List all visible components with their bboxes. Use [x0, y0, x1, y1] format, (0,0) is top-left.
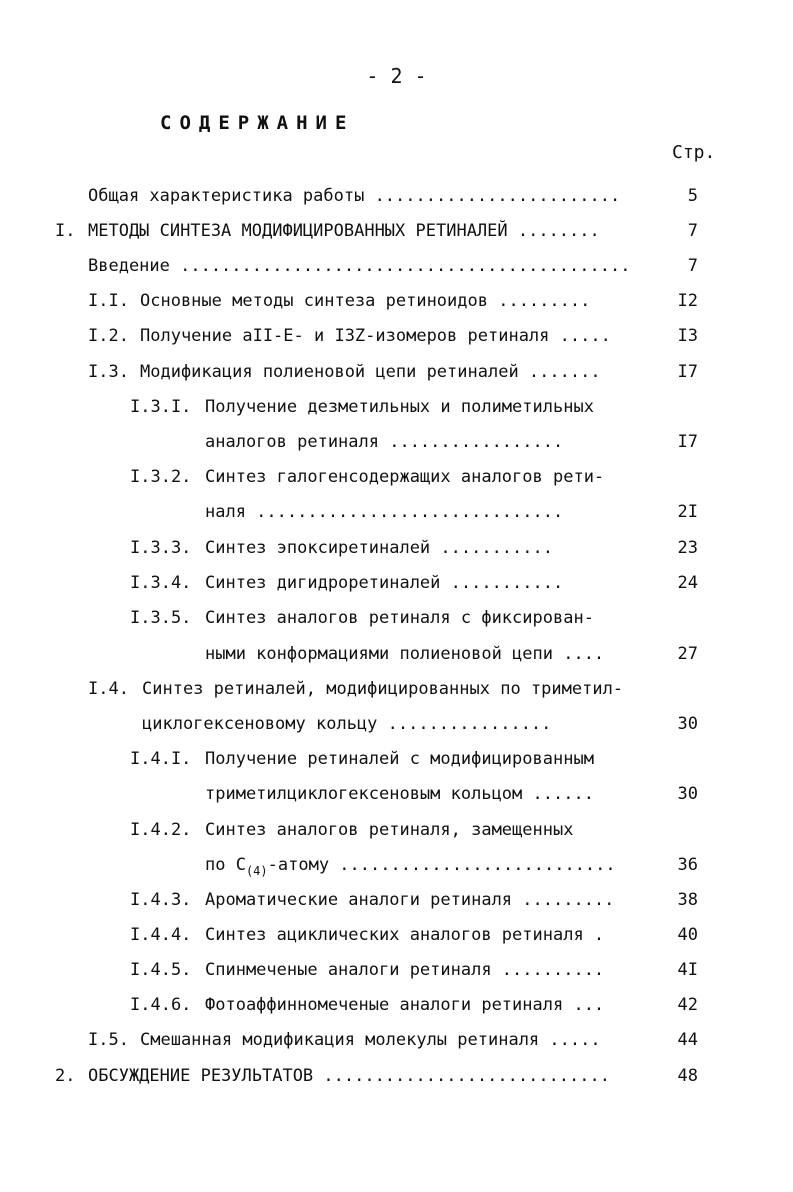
toc-entry-number: I.4.3.: [130, 890, 192, 910]
toc-entry-title: [205, 855, 616, 878]
toc-entry-page: 36: [677, 855, 698, 875]
toc-entry: [0, 221, 793, 251]
toc-entry: [0, 1066, 793, 1096]
toc-entry-title: Синтез аналогов ретиналя с фиксирован-: [205, 608, 594, 628]
subscript-atom-index: (4): [245, 864, 268, 878]
toc-entry-number: I.3.2.: [130, 467, 192, 487]
toc-entry: [0, 890, 793, 920]
toc-entry-number: I.3.: [88, 362, 129, 382]
toc-entry-number: I.2.: [88, 326, 129, 346]
toc-entry-page: 2I: [677, 502, 698, 522]
toc-entry-title: ОБСУЖДЕНИЕ РЕЗУЛЬТАТОВ ............................: [88, 1066, 610, 1086]
toc-entry-number: I.4.5.: [130, 960, 192, 980]
toc-entry-number: I.I.: [88, 291, 129, 311]
toc-entry-title: Синтез ациклических аналогов ретиналя .: [205, 925, 605, 945]
toc-entry-page: 42: [677, 995, 698, 1015]
toc-entry-number: I.3.3.: [130, 538, 192, 558]
toc-entry-number: I.3.I.: [130, 397, 192, 417]
toc-entry-title: МЕТОДЫ СИНТЕЗА МОДИФИЦИРОВАННЫХ РЕТИНАЛЕЙ ........: [88, 221, 600, 241]
page-column-label: Стр.: [672, 142, 716, 163]
toc-entry: [0, 960, 793, 990]
toc-entry-title: Спинмеченые аналоги ретиналя ..........: [205, 960, 605, 980]
toc-entry-title: триметилциклогексеновым кольцом ......: [205, 784, 594, 804]
toc-entry: [0, 714, 793, 744]
toc-entry-page: 48: [677, 1066, 698, 1086]
toc-entry: [0, 1030, 793, 1060]
toc-entry-page: 44: [677, 1030, 698, 1050]
toc-entry: [0, 573, 793, 603]
toc-entry-title: Синтез дигидроретиналей ...........: [205, 573, 564, 593]
toc-entry-page: 30: [677, 784, 698, 804]
toc-entry: [0, 608, 793, 638]
toc-entry: [0, 186, 793, 216]
toc-entry: [0, 644, 793, 674]
toc-entry-page: I3: [677, 326, 698, 346]
toc-entry-page: 38: [677, 890, 698, 910]
toc-entry-title: Смешанная модификация молекулы ретиналя .....: [140, 1030, 601, 1050]
toc-entry: [0, 256, 793, 286]
toc-entry-page: 24: [677, 573, 698, 593]
toc-entry-number: I.: [55, 221, 76, 241]
toc-entry: [0, 502, 793, 532]
toc-entry-number: I.4.4.: [130, 925, 192, 945]
toc-entry-number: I.4.I.: [130, 749, 192, 769]
toc-entry-title: Получение ретиналей с модифицированным: [205, 749, 594, 769]
toc-heading: СОДЕРЖАНИЕ: [160, 112, 355, 134]
toc-entry-title: ными конформациями полиеновой цепи ....: [205, 644, 605, 664]
toc-entry-title: Синтез галогенсодержащих аналогов рети-: [205, 467, 605, 487]
toc-entry: [0, 820, 793, 850]
toc-entry: [0, 291, 793, 321]
toc-entry-page: 27: [677, 644, 698, 664]
toc-entry-title: Синтез ретиналей, модифицированных по триметил-: [142, 679, 624, 699]
toc-entry-title: аналогов ретиналя .................: [205, 432, 564, 452]
toc-entry: [0, 749, 793, 779]
toc-entry-number: I.3.4.: [130, 573, 192, 593]
toc-entry-number: I.4.: [88, 679, 129, 699]
toc-entry-page: 40: [677, 925, 698, 945]
toc-entry-title: Основные методы синтеза ретиноидов .........: [140, 291, 591, 311]
toc-entry-title: Синтез эпоксиретиналей ...........: [205, 538, 553, 558]
toc-entry: [0, 326, 793, 356]
toc-entry-title: Получение аII-E- и I3Z-изомеров ретиналя .....: [140, 326, 611, 346]
toc-entry-title: Получение дезметильных и полиметильных: [205, 397, 594, 417]
toc-entry-page: 7: [687, 256, 698, 276]
toc-entry: [0, 679, 793, 709]
toc-entry: [0, 432, 793, 462]
toc-entry: [0, 397, 793, 427]
toc-entry: [0, 855, 793, 885]
toc-entry-title: Введение ............................................: [88, 256, 631, 276]
toc-entry-title: Синтез аналогов ретиналя, замещенных: [205, 820, 574, 840]
toc-entry-number: I.4.6.: [130, 995, 192, 1015]
toc-entry: [0, 538, 793, 568]
toc-entry-page: 30: [677, 714, 698, 734]
toc-entry-page: I2: [677, 291, 698, 311]
toc-entry: [0, 995, 793, 1025]
toc-entry-number: I.4.2.: [130, 820, 192, 840]
toc-entry-number: I.3.5.: [130, 608, 192, 628]
toc-entry-title-pre: по С: [205, 855, 246, 875]
toc-entry-title: Ароматические аналоги ретиналя .........: [205, 890, 615, 910]
toc-entry-title: наля ..............................: [205, 502, 564, 522]
page-number: - 2 -: [366, 64, 427, 88]
toc-entry-title-post: -атому ...........................: [267, 855, 616, 875]
toc-entry-page: 4I: [677, 960, 698, 980]
toc-entry-number: I.5.: [88, 1030, 129, 1050]
toc-entry-page: 7: [687, 221, 698, 241]
toc-entry-title: Общая характеристика работы ........................: [88, 186, 621, 206]
toc-entry-title: Фотоаффинномеченые аналоги ретиналя ...: [205, 995, 605, 1015]
toc-entry: [0, 925, 793, 955]
toc-entry-number: 2.: [55, 1066, 76, 1086]
toc-entry-title: Модификация полиеновой цепи ретиналей .......: [140, 362, 601, 382]
toc-entry-page: I7: [677, 432, 698, 452]
toc-entry-page: I7: [677, 362, 698, 382]
toc-entry-title: циклогексеновому кольцу ................: [142, 714, 552, 734]
toc-entry: [0, 362, 793, 392]
toc-entry-page: 23: [677, 538, 698, 558]
toc-entry-page: 5: [687, 186, 698, 206]
toc-entry: [0, 467, 793, 497]
toc-entry: [0, 784, 793, 814]
